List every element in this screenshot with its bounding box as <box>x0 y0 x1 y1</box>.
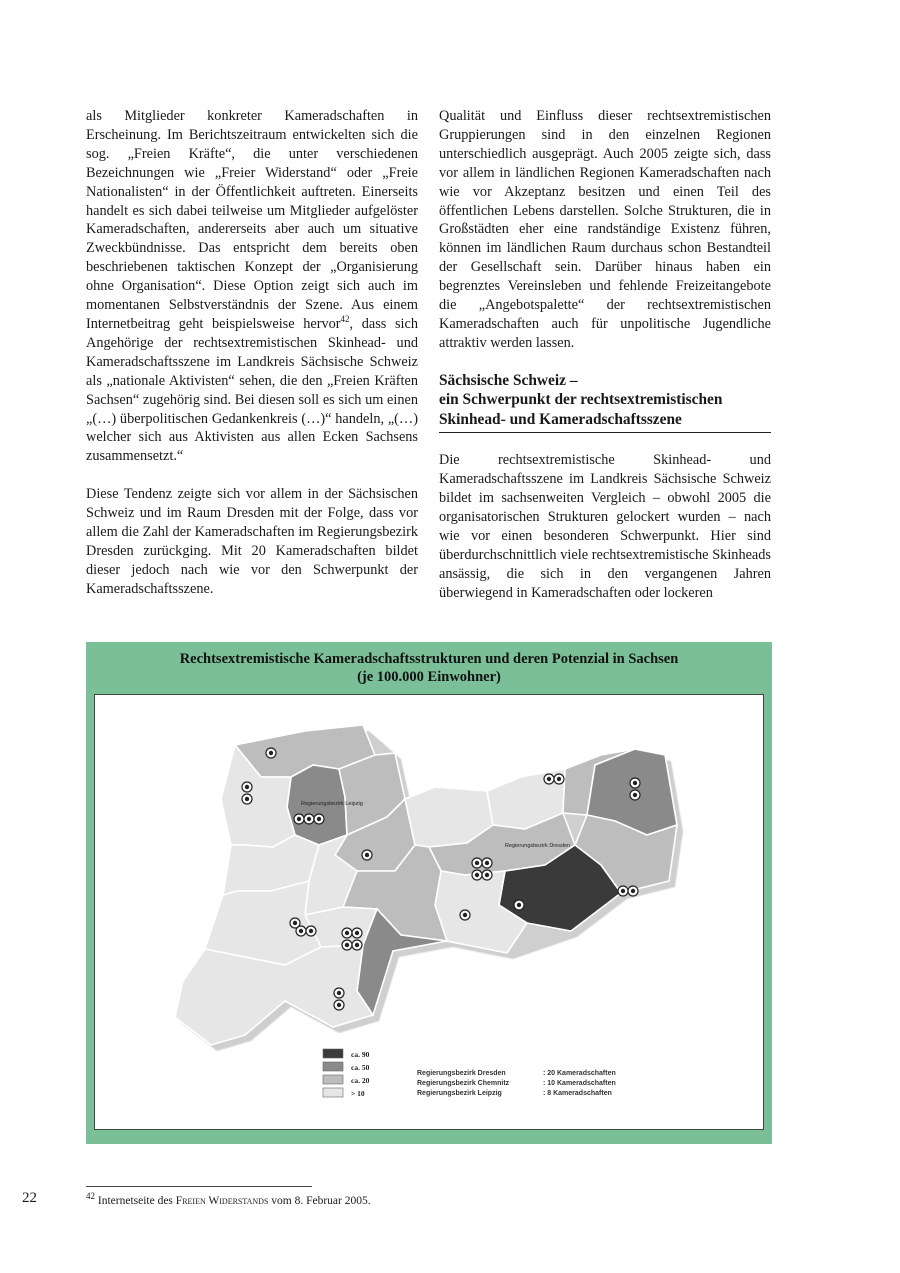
marker <box>342 928 352 938</box>
figure-title: Rechtsextremistische Kameradschaftsstrukturen und deren Potenzial in Sachsen (je 100.000 Einwohner) <box>179 651 679 685</box>
legend-label: ca. 20 <box>351 1076 370 1085</box>
paragraph: Qualität und Einfluss dieser rechtsextremistischen Gruppierungen sind in den einzelnen Regionen unterschiedlich ausgeprägt. Auch 2005 zeigte sich, dass vor allem in ländlichen Regionen Kameradschaften nach wie vor Akzeptanz besitzen und einen Teil des öffentlichen Lebens darstellen. Solche Strukturen, die in Großstädten eher eine randständige Existenz führen, können im ländlichen Raum durchaus schon Bestandteil der Gesellschaft sein. Darüber hinaus haben ein begrenztes Vereinsleben und fehlende Freizeitangebote die „Angebotspalette“ der rechtsextremistischen Kameradschaften auch für unpolitische Jugendliche attraktiv werden lassen. <box>439 108 771 351</box>
summary-count: : 8 Kameradschaften <box>543 1090 612 1097</box>
marker <box>294 814 304 824</box>
marker <box>362 850 372 860</box>
summary-count: : 10 Kameradschaften <box>543 1080 616 1087</box>
marker <box>242 794 252 804</box>
saxony-map <box>95 695 763 1129</box>
legend-swatch <box>323 1088 343 1097</box>
district-summary <box>417 1070 616 1097</box>
figure-frame <box>94 694 764 1130</box>
marker <box>266 748 276 758</box>
left-column <box>86 107 418 599</box>
legend <box>323 1049 370 1098</box>
summary-district: Regierungsbezirk Dresden <box>417 1070 506 1077</box>
summary-district: Regierungsbezirk Chemnitz <box>417 1080 510 1087</box>
region-label-leipzig: Regierungsbezirk Leipzig <box>301 801 363 807</box>
paragraph: Diese Tendenz zeigte sich vor allem in der Sächsischen Schweiz und im Raum Dresden mit der Folge, dass vor allem die Zahl der Kameradschaften im Regierungsbezirk Dresden zurückging. Mit 20 Kameradschaften bildet dieser jedoch nach wie vor den Schwerpunkt der Kameradschaftsszene. <box>86 486 418 597</box>
legend-label: > 10 <box>351 1089 365 1098</box>
footnote-text: vom 8. Februar 2005. <box>271 1195 371 1207</box>
map-regions <box>175 725 677 1045</box>
marker <box>334 988 344 998</box>
marker <box>618 886 628 896</box>
footnote <box>86 1191 371 1208</box>
marker <box>342 940 352 950</box>
marker <box>482 858 492 868</box>
footnote-number: 42 <box>86 1191 95 1202</box>
marker <box>314 814 324 824</box>
marker <box>472 870 482 880</box>
marker <box>630 790 640 800</box>
summary-district: Regierungsbezirk Leipzig <box>417 1090 502 1097</box>
marker <box>514 900 524 910</box>
paragraph: als Mitglieder konkreter Kameradschaften in Erscheinung. Im Berichtszeitraum entwickelten sich die sog. „Freien Kräfte“, die unter verschiedenen Bezeichnungen wie „Freier Widerstand“ oder „Freie Nationalisten“ in der Öffentlichkeit auftreten. Einerseits handelt es sich dabei teilweise um Mitglieder aufgelöster Kameradschaften, andererseits aber auch um situative Zweckbündnisse. Das entspricht dem bereits oben beschriebenen taktischen Konzept der „Organisierung ohne Organisation“. Diese Option zeigt sich auch im momentanen Selbstverständnis der Szene. Aus einem Internetbeitrag geht beispielsweise hervor$^{42}$, dass sich Angehörige der rechtsextremistischen Skinhead- und Kameradschaftsszene im Landkreis Sächsische Schweiz als „nationale Aktivisten“ sehen, die den „Freien Kräften Sachsen“ zugehörig sind. Bei diesen soll es sich um einen „(…) überpolitischen Gedankenkreis (…)“ handeln, „(…) welcher sich aus Aktivisten aus allen Ecken Sachsens zusammensetzt.“ <box>86 108 418 465</box>
marker <box>472 858 482 868</box>
map-figure <box>86 642 772 1144</box>
legend-label: ca. 90 <box>351 1050 370 1059</box>
marker <box>290 918 300 928</box>
page-number: 22 <box>22 1190 37 1206</box>
marker <box>304 814 314 824</box>
marker <box>334 1000 344 1010</box>
footnote-reference[interactable]: 42 <box>340 314 350 325</box>
marker <box>306 926 316 936</box>
marker <box>352 940 362 950</box>
legend-swatch <box>323 1062 343 1071</box>
footnote-separator <box>86 1186 312 1187</box>
paragraph: Die rechtsextremistische Skinhead- und Kameradschaftsszene im Landkreis Sächsische Schweiz bildet im sachsenweiten Vergleich – obwohl 2005 die organisatorischen Strukturen gelockert wurden – nach wie vor einen besonderen Schwerpunkt. Hier sind überdurchschnittlich viele rechtsextremistische Skinheads ansässig, die sich in den vergangenen Jahren überwiegend in Kameradschaften oder lockeren <box>439 452 771 601</box>
summary-count: : 20 Kameradschaften <box>543 1070 616 1077</box>
legend-swatch <box>323 1075 343 1084</box>
marker <box>460 910 470 920</box>
right-column <box>439 107 771 603</box>
marker <box>628 886 638 896</box>
legend-swatch <box>323 1049 343 1058</box>
marker <box>544 774 554 784</box>
section-heading: Sächsische Schweiz – ein Schwerpunkt der rechtsextremistischen Skinhead- und Kameradschaftsszene <box>439 371 771 434</box>
legend-label: ca. 50 <box>351 1063 370 1072</box>
marker <box>352 928 362 938</box>
marker <box>554 774 564 784</box>
region-label-dresden: Regierungsbezirk Dresden <box>505 843 571 849</box>
marker <box>630 778 640 788</box>
footnote-text: Internetseite des <box>97 1195 173 1207</box>
footnote-source: Freien Widerstands <box>175 1195 269 1207</box>
marker <box>242 782 252 792</box>
marker <box>482 870 492 880</box>
